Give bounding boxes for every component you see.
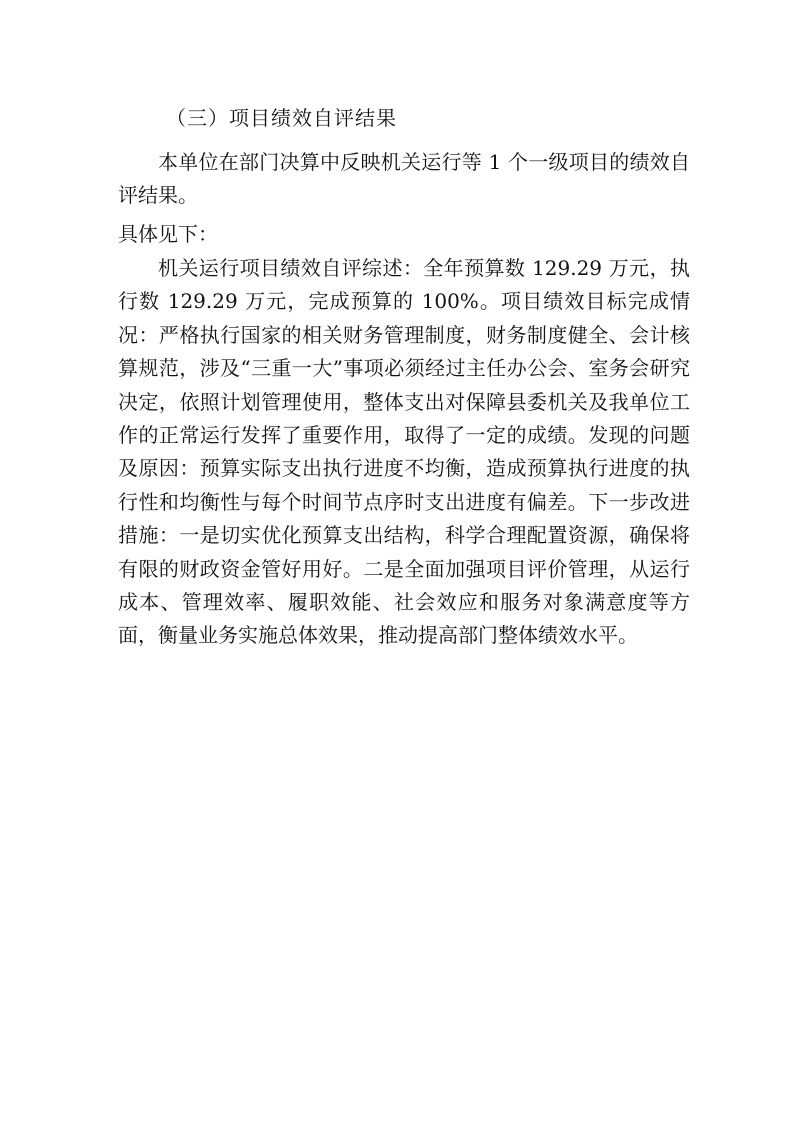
paragraph-see-below: 具体见下： xyxy=(118,222,218,246)
paragraph-self-evaluation-summary: 机关运行项目绩效自评综述：全年预算数 129.29 万元，执行数 129.29 万元，完成预算的 100%。项目绩效目标完成情况：严格执行国家的相关财务管理制度，财务制度健全、会计核算规范，涉及“三重一大”事项必须经过主任办公会、室务会研究决定，依照计划管理使用，整体支出对保障县委机关及我单位工作的正常运行发挥了重要作用，取得了一定的成绩。发现的问题及原因：预算实际支出执行进度不均衡，造成预算执行进度的执行性和均衡性与每个时间节点序时支出进度有偏差。下一步改进措施：一是切实优化预算支出结构，科学合理配置资源，确保将有限的财政资金管好用好。二是全面加强项目评价管理，从运行成本、管理效率、履职效能、社会效应和服务对象满意度等方面，衡量业务实施总体效果，推动提高部门整体绩效水平。 xyxy=(118,256,690,648)
paragraph-project-count: 本单位在部门决算中反映机关运行等 1 个一级项目的绩效自评结果。 xyxy=(118,150,690,208)
section-heading: （三）项目绩效自评结果 xyxy=(166,106,397,130)
